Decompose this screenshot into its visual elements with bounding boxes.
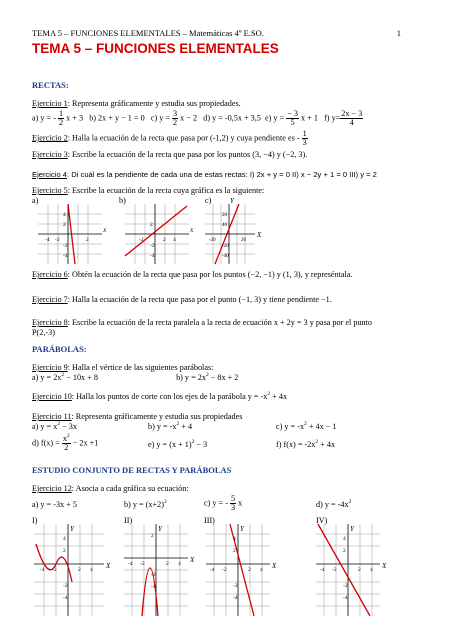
tick-label: -4	[63, 253, 68, 259]
item-e: e) y = (x + 1)	[148, 440, 192, 449]
tick-label: -2	[139, 237, 144, 243]
graph-12-iii-label: III)	[204, 516, 215, 525]
numerator: 2x − 3	[341, 109, 363, 118]
item-c-rest: + 4x − 1	[306, 422, 337, 431]
tick-label: -2	[52, 567, 57, 573]
fraction	[58, 110, 64, 127]
exponent: 2	[66, 433, 70, 439]
section-rectas-heading: RECTAS:	[32, 80, 69, 90]
exercise-1-statement	[32, 99, 241, 109]
numerator: 1	[302, 129, 307, 138]
y-axis-label: Y	[70, 525, 74, 533]
fraction	[62, 435, 71, 452]
exponent: 2	[57, 421, 61, 427]
x-axis-label: X	[106, 562, 111, 570]
exercise-label: Ejercicio 1	[32, 99, 68, 108]
y-axis-label: Y	[240, 525, 244, 533]
exercise-9-items	[32, 373, 238, 383]
item-b-rest: + 4	[179, 422, 193, 431]
tick-label: -4	[150, 253, 155, 259]
item-b: b) 2x + y − 1 = 0	[89, 113, 145, 123]
exercise-11-item-e	[148, 440, 207, 450]
tick-label: 2	[63, 548, 66, 554]
section-conjunto-heading: ESTUDIO CONJUNTO DE RECTAS Y PARÁBOLAS	[32, 465, 232, 475]
fraction	[340, 110, 363, 127]
exercise-label: Ejercicio 4	[32, 170, 68, 179]
graph-5c	[205, 197, 275, 264]
exponent: 2	[176, 421, 180, 427]
numerator: − 3	[287, 109, 298, 118]
x-axis-label: X	[272, 562, 277, 570]
item-b: b) y = -x	[148, 422, 177, 431]
item-d: d) y = -4x	[316, 500, 349, 509]
exponent: 2	[348, 499, 352, 505]
graph-5a-label: a)	[32, 196, 39, 205]
graph-12-i	[34, 524, 116, 616]
tick-label: 4	[63, 212, 66, 218]
exercise-11-item-c	[276, 422, 337, 432]
exercise-label: Ejercicio 12	[32, 484, 72, 493]
tick-label: -4	[45, 237, 50, 243]
item-c-suffix: x − 2	[180, 113, 198, 123]
tick-label: 2	[233, 548, 236, 554]
tick-label: 40	[222, 223, 227, 228]
fraction	[302, 130, 308, 147]
exponent: 2	[191, 439, 195, 445]
running-header: TEMA 5 – FUNCIONES ELEMENTALES – Matemáticas 4º E.SO.	[32, 28, 264, 38]
tick-label: 20	[241, 238, 246, 243]
exercise-text: : Halla la ecuación de la recta que pasa por (-1,2) y cuya pendiente es -	[67, 133, 300, 143]
denominator: 3	[302, 138, 307, 147]
item-a-prefix: a) y = -	[32, 113, 56, 123]
exponent: 2	[315, 439, 319, 445]
tick-label: -4	[128, 561, 133, 567]
exercise-label: Ejercicio 5	[32, 186, 68, 195]
exercise-label: Ejercicio 2	[32, 133, 68, 143]
item-c-prefix: c) y = -	[204, 498, 228, 508]
tick-label: 20	[222, 213, 227, 218]
exponent: 2	[267, 391, 271, 397]
tick-label: -2	[222, 567, 227, 573]
tick-label: 2	[86, 237, 89, 243]
page-title: TEMA 5 – FUNCIONES ELEMENTALES	[32, 41, 279, 56]
graph-5b	[125, 204, 195, 264]
numerator: 5	[231, 494, 236, 503]
numerator: 3	[173, 109, 178, 118]
graph-5b-label: b)	[119, 196, 126, 205]
exercise-12-item-a: a) y = -3x + 5	[32, 500, 77, 509]
tick-label: -2	[150, 243, 155, 249]
denominator: 2	[64, 443, 69, 452]
graph-12-ii	[124, 524, 206, 616]
exercise-5-statement	[32, 186, 264, 196]
y-axis-label: Y	[230, 197, 234, 205]
tick-label: 2	[63, 222, 66, 228]
tick-label: -2	[343, 583, 348, 589]
tick-label: -4	[63, 595, 68, 601]
x-axis-label: X	[190, 556, 195, 564]
item-c-prefix: c) y =	[150, 113, 170, 123]
exercise-11-item-b	[148, 422, 192, 432]
tick-label: 2	[78, 567, 81, 573]
numerator-base: x	[62, 434, 67, 443]
exercise-12-item-c	[204, 495, 242, 512]
exercise-2-statement	[32, 130, 308, 147]
exercise-8-statement	[32, 318, 372, 328]
tick-label: -20	[209, 238, 216, 243]
tick-label: -4	[210, 567, 215, 573]
y-axis-label: Y	[158, 525, 162, 533]
tick-label: 4	[233, 536, 236, 542]
exercise-6-statement	[32, 270, 352, 280]
tick-label: -2	[140, 561, 145, 567]
denominator: 2	[59, 118, 64, 127]
exercise-label: Ejercicio 9	[32, 363, 68, 372]
tick-label: -4	[233, 595, 238, 601]
fraction	[230, 495, 236, 512]
tick-label: -2	[63, 243, 68, 249]
x-axis-label: X	[382, 562, 387, 570]
tick-label: -2	[63, 583, 68, 589]
item-f: f) f(x) = -2x	[276, 440, 316, 449]
graph-12-ii-label: II)	[124, 516, 133, 525]
tick-label: -4	[320, 567, 325, 573]
item-b: b) y = 2x	[176, 373, 206, 382]
exercise-text: : Asocia a cada gráfica su ecuación:	[71, 484, 189, 493]
exercise-text: : Halla el vértice de las siguientes parábolas:	[67, 363, 214, 372]
exponent: 2	[61, 372, 65, 378]
exercise-12-item-b	[124, 500, 167, 510]
exercise-text: : Halla la ecuación de la recta que pasa por el punto (−1, 3) y tiene pendiente −1.	[67, 295, 332, 304]
exercise-7-statement	[32, 295, 332, 305]
tick-label: -2	[332, 567, 337, 573]
tick-label: 4	[260, 567, 263, 573]
exercise-text: : Obtén la ecuación de la recta que pasa por los puntos (−2, −1) y (1, 3), y represéntala.	[67, 270, 353, 279]
exercise-12-item-d	[316, 500, 351, 510]
exercise-4-statement	[32, 170, 377, 180]
item-b: b) y = (x+2)	[124, 500, 164, 509]
tick-label: -2	[151, 572, 156, 578]
fraction	[172, 110, 178, 127]
tick-label: 4	[63, 536, 66, 542]
exercise-label: Ejercicio 7	[32, 295, 68, 304]
exponent: 2	[304, 421, 307, 427]
item-a: a) y = 2x	[32, 373, 62, 382]
exercise-label: Ejercicio 10	[32, 392, 72, 401]
item-d: d) y = -0,5x + 3,5	[203, 113, 261, 123]
exercise-10-statement	[32, 392, 287, 402]
exponent: 2	[205, 372, 209, 378]
tick-label: 4	[173, 237, 176, 243]
denominator: 5	[290, 118, 295, 127]
x-axis-label: X	[257, 231, 262, 239]
exercise-12-statement	[32, 484, 189, 494]
tick-label: 2	[150, 222, 153, 228]
item-a-suffix: x + 3	[66, 113, 84, 123]
section-parabolas-heading: PARÁBOLAS:	[32, 344, 87, 354]
tick-label: 4	[343, 536, 346, 542]
tick-label: -2	[233, 583, 238, 589]
exercise-3-statement	[32, 150, 307, 160]
exercise-text-rest: + 4x	[270, 392, 288, 401]
item-c-suffix: x	[238, 498, 243, 508]
fraction	[286, 110, 299, 127]
item-a-rest: − 3x	[60, 422, 77, 431]
tick-label: 2	[248, 567, 251, 573]
tick-label: 4	[90, 567, 93, 573]
exercise-text: : Representa gráficamente y estudia sus propiedades	[71, 412, 243, 421]
tick-label: -4	[40, 567, 45, 573]
item-a: a) y = x	[32, 422, 58, 431]
exercise-11-item-d	[32, 435, 98, 452]
item-d-prefix: d) f(x) =	[32, 438, 60, 448]
exercise-11-statement	[32, 412, 242, 422]
graph-12-i-label: I)	[32, 516, 38, 525]
exercise-9-statement	[32, 363, 213, 373]
tick-label: 4	[370, 567, 373, 573]
tick-label: -2	[55, 237, 60, 243]
exercise-8-point: P(2,-3)	[32, 328, 55, 337]
exercise-11-item-f	[276, 440, 335, 450]
exercise-text: : Escribe la ecuación de la recta que pasa por los puntos (3, −4) y (−2, 3).	[67, 150, 308, 159]
exercise-text: : Halla los puntos de corte con los ejes de la parábola y = -x	[71, 392, 268, 401]
item-d-suffix: − 2x +1	[72, 438, 99, 448]
item-f-rest: + 4x	[318, 440, 336, 449]
tick-label: 2	[166, 561, 169, 567]
item-e-prefix: e) y =	[265, 113, 285, 123]
graph-5a	[38, 204, 108, 264]
item-e-suffix: x + 1	[301, 113, 318, 123]
item-b-rest: − 8x + 2	[208, 373, 239, 382]
tick-label: 2	[343, 548, 346, 554]
tick-label: 2	[358, 567, 361, 573]
curve-plot	[36, 544, 72, 582]
exercise-text: : Representa gráficamente y estudia sus propiedades.	[67, 99, 241, 108]
graph-12-iii	[206, 524, 288, 616]
denominator: 2	[173, 118, 178, 127]
exercise-text: : Di cuál es la pendiente de cada una de estas rectas: I) 2x + y = 0 II) x − 2y + 1 = 0 III) y = 2	[67, 170, 377, 179]
exercise-11-items-row1	[32, 422, 77, 432]
exercise-text: : Escribe la ecuación de la recta cuya gráfica es la siguiente:	[67, 186, 265, 195]
denominator: 3	[231, 503, 236, 512]
item-c: c) y = -x	[276, 422, 305, 431]
y-axis-label: Y	[350, 525, 354, 533]
graph-12-iv	[316, 524, 398, 616]
graph-5c-label: c)	[205, 196, 212, 205]
tick-label: -20	[222, 244, 229, 249]
tick-label: -4	[151, 584, 156, 590]
tick-label: 2	[151, 533, 154, 539]
line-plot	[125, 206, 187, 256]
exercise-label: Ejercicio 8	[32, 318, 68, 327]
item-e-rest: − 3	[194, 440, 208, 449]
page-number: 1	[396, 28, 401, 38]
exponent: 2	[163, 499, 167, 505]
exercise-label: Ejercicio 11	[32, 412, 72, 421]
tick-label: 2	[163, 237, 166, 243]
graph-12-iv-label: IV)	[316, 516, 328, 525]
item-a-rest: − 10x + 8	[64, 373, 98, 382]
x-axis-label: X	[103, 228, 107, 234]
tick-label: 4	[178, 561, 181, 567]
exercise-label: Ejercicio 6	[32, 270, 68, 279]
x-axis-label: X	[190, 228, 194, 234]
denominator: 4	[349, 118, 354, 127]
tick-label: -4	[343, 595, 348, 601]
exercise-text: : Escribe la ecuación de la recta paralela a la recta de ecuación x + 2y = 3 y pasa por el punto	[67, 318, 372, 327]
item-f-prefix: f) y=	[324, 113, 341, 123]
tick-label: -40	[222, 254, 229, 259]
numerator: 1	[59, 109, 64, 118]
exercise-label: Ejercicio 3	[32, 150, 68, 159]
exercise-1-items	[32, 110, 363, 127]
